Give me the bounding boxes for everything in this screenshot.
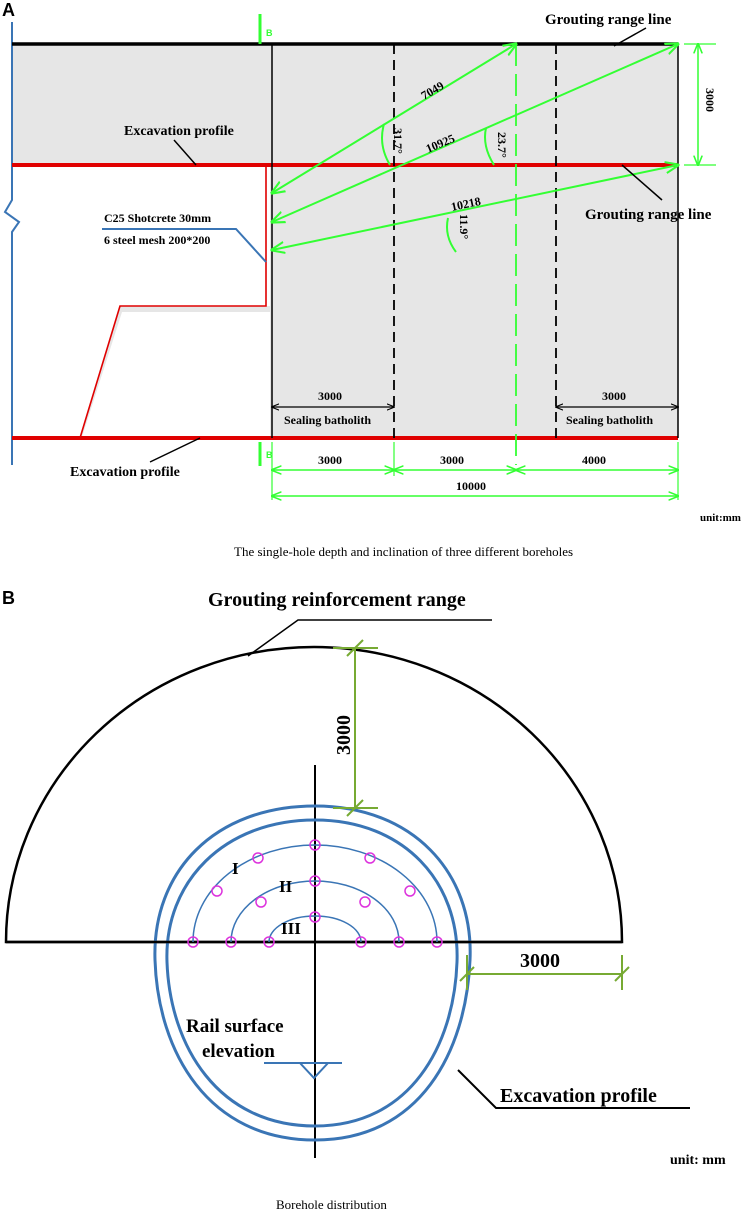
sealing-left-dim: 3000: [318, 389, 342, 403]
borehole-hole: [256, 897, 266, 907]
rail-surface-label: Rail surface: [186, 1016, 284, 1037]
shotcrete-label-1: C25 Shotcrete 30mm: [104, 211, 212, 225]
excavation-profile-inner: [167, 820, 457, 1126]
rail-elevation-label: elevation: [202, 1041, 275, 1062]
excavation-profile-top-label: Excavation profile: [124, 124, 234, 139]
bottom-dim-1: 3000: [318, 453, 342, 467]
section-mark-bottom-label: B: [266, 450, 273, 460]
caption-a: The single-hole depth and inclination of three different boreholes: [234, 544, 574, 559]
ring-label-I: I: [232, 859, 239, 878]
ring-label-III: III: [281, 919, 301, 938]
panel-b-letter: B: [2, 588, 15, 608]
shotcrete-label-2: 6 steel mesh 200*200: [104, 233, 211, 247]
grouting-range-title: Grouting reinforcement range: [208, 589, 466, 611]
grouting-thickness-label: 3000: [703, 88, 717, 112]
borehole-3-angle: 11.9°: [457, 214, 471, 240]
dim-top-label: 3000: [333, 715, 355, 755]
borehole-2-angle: 23.7°: [495, 132, 509, 158]
borehole-3-length: 10218: [449, 194, 482, 214]
panel-a-letter: A: [2, 0, 15, 20]
borehole-1-angle: 31.7°: [391, 128, 405, 154]
panel-a: [2, 0, 741, 559]
borehole-2-length: 10925: [423, 131, 457, 156]
unit-label-a: unit:mm: [700, 512, 741, 524]
borehole-hole: [405, 886, 415, 896]
caption-b: Borehole distribution: [276, 1197, 387, 1212]
sealing-right-dim: 3000: [602, 389, 626, 403]
excavation-profile-bottom-label: Excavation profile: [70, 465, 180, 480]
section-mark-top-label: B: [266, 28, 273, 38]
tunnel-interior: [12, 165, 270, 437]
bottom-dim-2: 3000: [440, 453, 464, 467]
excavation-profile-outer: [155, 806, 470, 1140]
borehole-1-length: 7049: [418, 78, 447, 103]
dim-right-label: 3000: [520, 950, 560, 972]
sealing-right-label: Sealing batholith: [566, 413, 654, 427]
grouting-range-line-top-label: Grouting range line: [545, 12, 672, 28]
borehole-hole: [365, 853, 375, 863]
leader: [150, 438, 200, 462]
grouting-range-line-mid-label: Grouting range line: [585, 207, 712, 223]
ring-label-II: II: [279, 877, 293, 896]
bottom-dim-3: 4000: [582, 453, 606, 467]
sealing-left-label: Sealing batholith: [284, 413, 372, 427]
panel-b: [2, 588, 726, 1212]
borehole-hole: [212, 886, 222, 896]
total-dim: 10000: [456, 479, 486, 493]
borehole-hole: [360, 897, 370, 907]
unit-label-b: unit: mm: [670, 1153, 726, 1168]
excavation-profile-label: Excavation profile: [500, 1085, 657, 1107]
